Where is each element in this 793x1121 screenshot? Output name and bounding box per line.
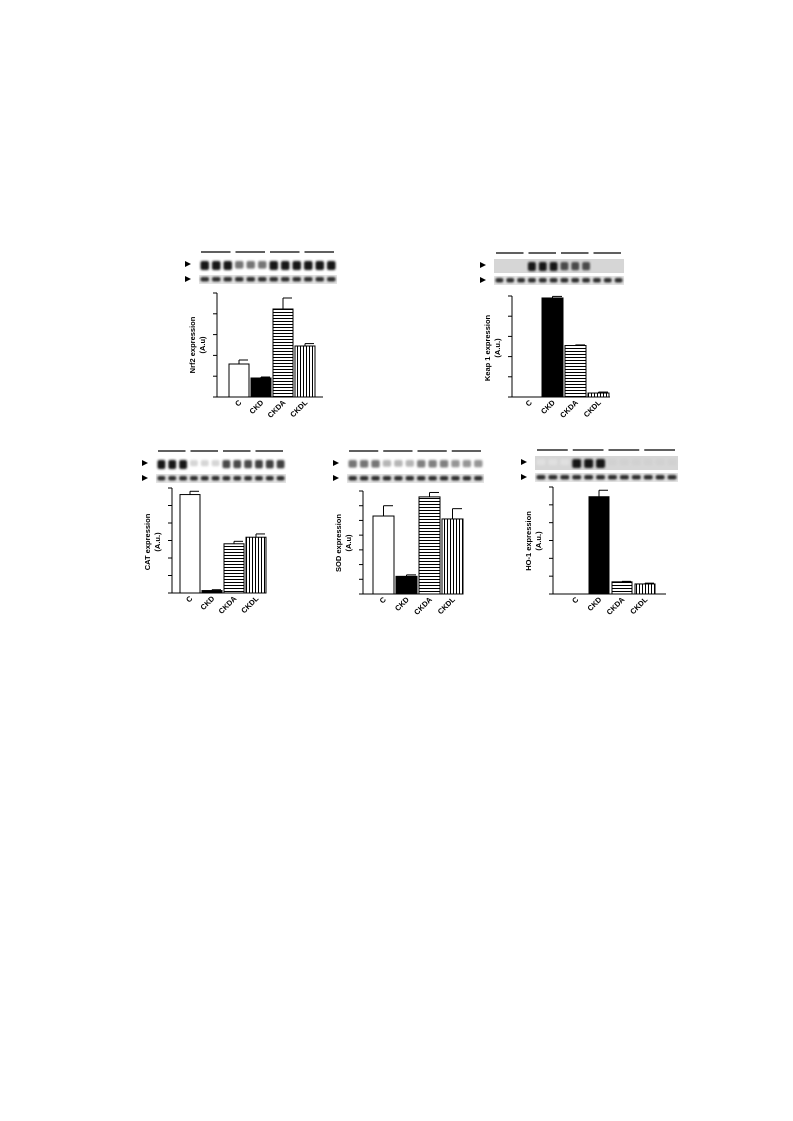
- blot-band-loading: [224, 277, 233, 282]
- blot-band: [168, 460, 176, 469]
- blot-band-loading: [428, 476, 436, 481]
- blot-band: [327, 261, 336, 270]
- x-tick-label: CKD: [539, 398, 557, 416]
- blot-band: [632, 459, 641, 465]
- blot-band: [474, 460, 482, 467]
- blot-band: [593, 262, 601, 268]
- blot-band: [190, 460, 198, 466]
- blot-band: [548, 459, 557, 465]
- blot-band: [428, 460, 436, 468]
- x-tick-label: CKD: [198, 594, 217, 612]
- blot-band-loading: [304, 277, 313, 282]
- blot-band: [212, 460, 220, 466]
- blot-band-loading: [201, 277, 210, 282]
- bar-c: [373, 516, 394, 594]
- y-axis-label-line: (A.u.): [534, 531, 543, 551]
- y-axis-label-line: (A.u): [198, 336, 207, 354]
- blot-band-loading: [620, 475, 629, 480]
- blot-band-loading: [463, 476, 471, 481]
- blot-band: [201, 460, 209, 466]
- blot-band-loading: [451, 476, 459, 481]
- blot-band: [316, 261, 325, 270]
- western-blot: [521, 450, 678, 482]
- blot-band-loading: [349, 476, 357, 481]
- blot-band-loading: [212, 476, 220, 481]
- blot-band-loading: [270, 277, 279, 282]
- blot-band: [596, 459, 605, 468]
- bars: [373, 492, 463, 594]
- blot-band-loading: [632, 475, 641, 480]
- blot-band: [223, 460, 231, 468]
- blot-band-loading: [560, 475, 569, 480]
- blot-band: [668, 459, 677, 465]
- y-axis-label-line: (A.u.): [153, 532, 162, 552]
- blot-band-loading: [190, 476, 198, 481]
- y-axis-label-line: Nrf2 expression: [188, 316, 197, 374]
- x-tick-label: CKD: [393, 595, 411, 613]
- blot-band: [463, 460, 471, 467]
- blot-band-loading: [561, 278, 569, 283]
- y-axis-label-line: SOD expression: [334, 514, 343, 572]
- chart-panel-3: [142, 451, 286, 616]
- blot-band: [270, 261, 279, 270]
- blot-band: [561, 262, 569, 270]
- blot-band-loading: [223, 476, 231, 481]
- blot-band-loading: [496, 278, 504, 283]
- blot-band: [244, 460, 252, 468]
- blot-band-loading: [360, 476, 368, 481]
- y-axis-label: [188, 316, 207, 373]
- bar-ckdl: [588, 393, 609, 397]
- y-axis-label: [524, 511, 543, 571]
- blot-band-loading: [656, 475, 665, 480]
- y-axis-label: [143, 513, 162, 570]
- blot-band-loading: [247, 277, 256, 282]
- blot-band: [201, 261, 210, 270]
- bar-c: [180, 495, 200, 593]
- bar-c: [229, 364, 249, 397]
- blot-band-loading: [474, 476, 482, 481]
- blot-band: [560, 459, 569, 465]
- blot-band-loading: [596, 475, 605, 480]
- blot-band: [572, 459, 581, 468]
- blot-band-loading: [168, 476, 176, 481]
- blot-band-loading: [572, 475, 581, 480]
- blot-band-loading: [548, 475, 557, 480]
- x-tick-label: CKDL: [239, 594, 261, 616]
- blot-band: [371, 460, 379, 468]
- x-tick-label: C: [377, 595, 388, 606]
- blot-band-loading: [371, 476, 379, 481]
- arrow-marker-icon: [521, 459, 527, 465]
- blot-band-loading: [608, 475, 617, 480]
- blot-band-loading: [212, 277, 221, 282]
- bar-ckdl: [295, 346, 315, 397]
- blot-band-loading: [417, 476, 425, 481]
- blot-band-loading: [644, 475, 653, 480]
- blot-band-loading: [266, 476, 274, 481]
- western-blot: [142, 451, 286, 483]
- y-axis-label-line: Keap 1 expression: [483, 314, 492, 382]
- blot-band-loading: [593, 278, 601, 283]
- x-tick-label: CKDA: [412, 595, 434, 617]
- blot-band: [224, 261, 233, 270]
- blot-band-loading: [506, 278, 514, 283]
- arrow-marker-icon: [521, 474, 527, 480]
- blot-band-loading: [201, 476, 209, 481]
- blot-band: [235, 261, 244, 269]
- arrow-marker-icon: [185, 276, 191, 282]
- bar-ckd: [396, 576, 417, 594]
- bar-ckd: [542, 298, 563, 397]
- bar-ckdl: [442, 519, 463, 594]
- blot-band-loading: [582, 278, 590, 283]
- arrow-marker-icon: [333, 475, 339, 481]
- blot-band-loading: [394, 476, 402, 481]
- blot-band-loading: [406, 476, 414, 481]
- blot-band: [179, 460, 187, 469]
- blot-band-loading: [293, 277, 302, 282]
- y-axis-label: [483, 314, 502, 381]
- blot-band-loading: [233, 476, 241, 481]
- chart-panel-5: [521, 450, 678, 617]
- blot-band: [451, 460, 459, 467]
- blot-band-loading: [258, 277, 267, 282]
- x-tick-label: CKDA: [216, 594, 239, 616]
- blot-band: [258, 261, 267, 269]
- blot-band: [604, 262, 612, 268]
- bar-ckd: [251, 378, 271, 397]
- blot-band-loading: [604, 278, 612, 283]
- blot-band: [383, 460, 391, 467]
- y-axis-label: [334, 514, 353, 572]
- blot-band: [304, 261, 313, 270]
- bar-ckda: [224, 544, 244, 593]
- blot-band-loading: [440, 476, 448, 481]
- blot-band: [281, 261, 290, 270]
- arrow-marker-icon: [480, 277, 486, 283]
- blot-band: [255, 460, 263, 468]
- chart-panel-4: [333, 451, 484, 617]
- y-axis-label-line: HO-1 expression: [524, 511, 533, 571]
- blot-band: [620, 459, 629, 465]
- bars: [229, 298, 315, 397]
- blot-band-loading: [383, 476, 391, 481]
- blot-band: [360, 460, 368, 468]
- blot-band-loading: [668, 475, 677, 480]
- blot-band: [608, 459, 617, 465]
- blot-band-loading: [179, 476, 187, 481]
- chart-panel-1: [185, 252, 337, 420]
- blot-band: [440, 460, 448, 468]
- blot-band-loading: [571, 278, 579, 283]
- blot-band-loading: [550, 278, 558, 283]
- x-tick-label: CKDA: [558, 398, 580, 420]
- arrow-marker-icon: [142, 475, 148, 481]
- blot-band: [406, 460, 414, 467]
- blot-band-loading: [277, 476, 285, 481]
- x-tick-label: CKD: [585, 595, 604, 613]
- blot-band: [247, 261, 256, 269]
- blot-band-loading: [316, 277, 325, 282]
- blot-band-loading: [327, 277, 336, 282]
- blot-band-loading: [235, 277, 244, 282]
- blot-band-loading: [255, 476, 263, 481]
- western-blot: [333, 451, 484, 483]
- blot-band-loading: [244, 476, 252, 481]
- blot-band: [539, 262, 547, 271]
- blot-band: [584, 459, 593, 468]
- blot-band-loading: [584, 475, 593, 480]
- blot-band: [537, 459, 546, 465]
- y-axis-label-line: (A.u.): [493, 338, 502, 358]
- bar-ckdl: [246, 537, 266, 593]
- bar-ckda: [273, 309, 293, 397]
- blot-band: [233, 460, 241, 468]
- blot-band: [528, 262, 536, 271]
- bars: [542, 296, 609, 397]
- bar-ckdl: [635, 584, 655, 594]
- bar-ckd: [202, 591, 222, 593]
- blot-band-loading: [281, 277, 290, 282]
- bar-ckd: [589, 497, 609, 594]
- bar-ckda: [419, 497, 440, 594]
- blot-band: [277, 460, 285, 468]
- blot-band-loading: [615, 278, 623, 283]
- arrow-marker-icon: [185, 261, 191, 267]
- blot-band: [158, 460, 166, 469]
- bars: [180, 491, 266, 593]
- arrow-marker-icon: [480, 262, 486, 268]
- x-tick-label: CKDL: [288, 398, 310, 420]
- blot-band: [656, 459, 665, 465]
- blot-band: [394, 460, 402, 467]
- x-tick-label: C: [233, 398, 244, 409]
- blot-band: [571, 262, 579, 270]
- x-tick-label: CKD: [247, 398, 266, 416]
- blot-band: [582, 262, 590, 270]
- y-axis-label-line: CAT expression: [143, 513, 152, 571]
- blot-band: [293, 261, 302, 270]
- bar-ckda: [565, 346, 586, 397]
- x-tick-label: CKDA: [265, 398, 288, 420]
- blot-band: [550, 262, 558, 271]
- x-tick-label: CKDA: [604, 595, 627, 617]
- blot-band: [615, 262, 623, 268]
- x-tick-label: C: [523, 398, 534, 409]
- x-tick-label: CKDL: [435, 595, 457, 617]
- blot-band-loading: [528, 278, 536, 283]
- arrow-marker-icon: [333, 460, 339, 466]
- bars: [589, 490, 655, 594]
- blot-band-loading: [517, 278, 525, 283]
- x-tick-label: C: [570, 595, 581, 606]
- arrow-marker-icon: [142, 460, 148, 466]
- blot-band: [266, 460, 274, 468]
- blot-band: [417, 460, 425, 468]
- x-tick-label: C: [184, 594, 195, 605]
- blot-band-loading: [539, 278, 547, 283]
- blot-band: [212, 261, 221, 270]
- y-axis-label-line: (A.u): [344, 534, 353, 552]
- x-tick-label: CKDL: [581, 398, 603, 420]
- bar-ckda: [612, 582, 632, 594]
- blot-band: [644, 459, 653, 465]
- blot-band: [349, 460, 357, 468]
- chart-panel-2: [480, 253, 624, 420]
- western-blot: [480, 253, 624, 285]
- western-blot: [185, 252, 337, 284]
- blot-band-loading: [158, 476, 166, 481]
- blot-band-loading: [537, 475, 546, 480]
- x-tick-label: CKDL: [628, 595, 650, 617]
